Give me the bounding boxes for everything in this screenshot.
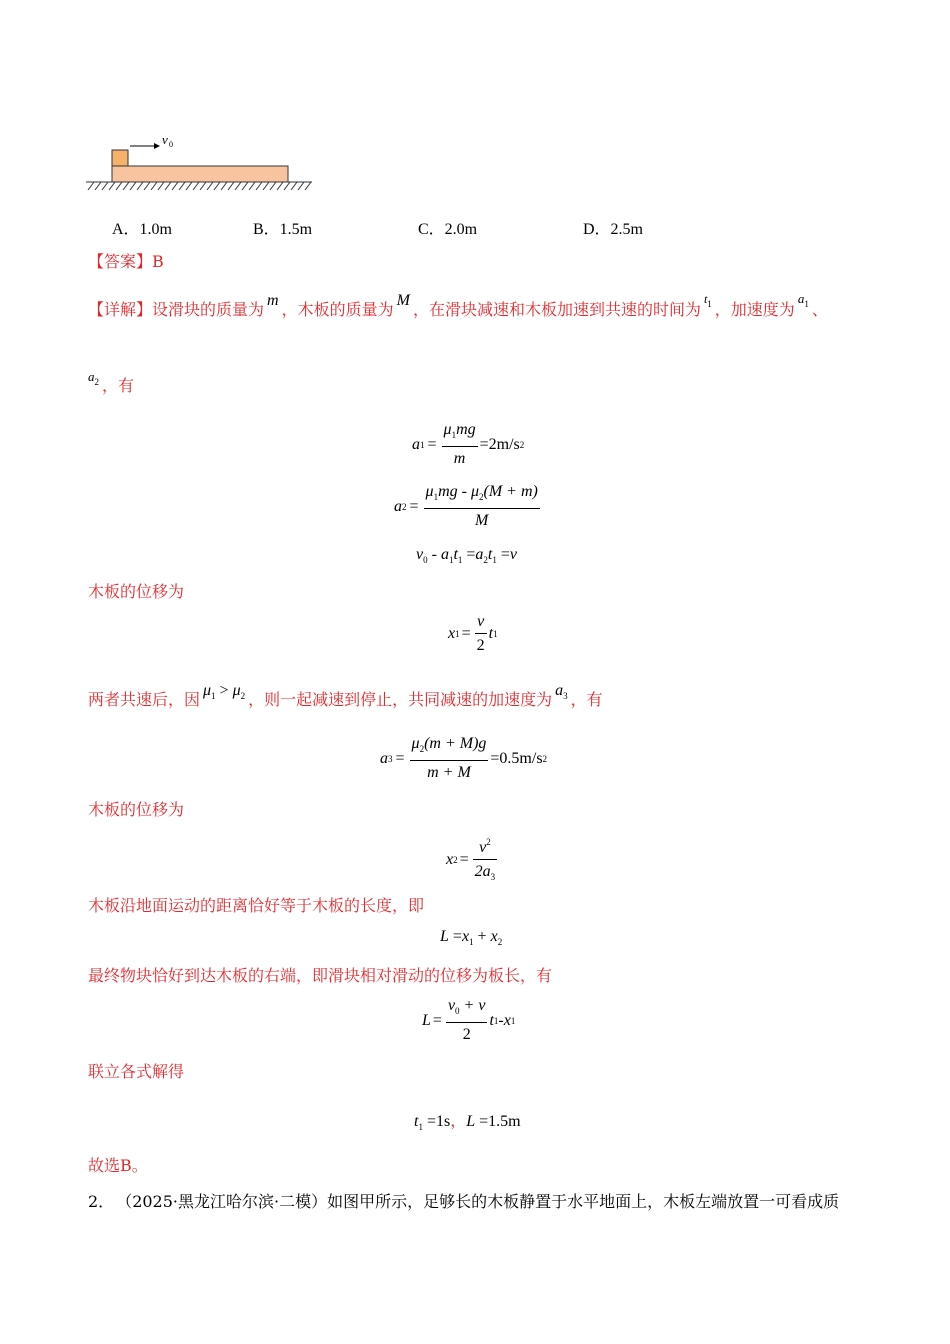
paragraph-solve: 联立各式解得 (88, 1062, 185, 1081)
hatch-line (193, 182, 199, 190)
hatch-line (200, 182, 206, 190)
equation-length: $L =x_1 + x_2$ (440, 928, 503, 947)
var-m: m (267, 292, 279, 309)
hatch-line (179, 182, 185, 190)
hatch-line (256, 182, 262, 190)
answer-label: 【答案】B (88, 252, 164, 271)
detail-tag: 【详解】 (88, 300, 153, 319)
hatch-line (235, 182, 241, 190)
hatch-line (158, 182, 164, 190)
detail-text-3: ，在滑块减速和木板加速到共速的时间为 (412, 300, 701, 319)
question-text: （2025·黑龙江哈尔滨·二模）如图甲所示，足够长的木板静置于水平地面上，木板左端放置一可看成质 (124, 1192, 840, 1211)
hatch-line (263, 182, 269, 190)
hatch-line (277, 182, 283, 190)
detail-paragraph-line2 (88, 369, 135, 402)
equation-a1: a 1 = $\frac{\mu_1mg}{m}$ =2m/s 2 (412, 421, 525, 467)
hatch-line (144, 182, 150, 190)
velocity-arrowhead (154, 143, 160, 149)
option-d: D．2.5m (583, 221, 644, 238)
hatch-line (284, 182, 290, 190)
hatch-line (109, 182, 115, 190)
conclusion: 故选B。 (88, 1156, 148, 1175)
hatch-line (172, 182, 178, 190)
hatch-line (151, 182, 157, 190)
hatch-line (291, 182, 297, 190)
hatch-line (123, 182, 129, 190)
var-a1: a1 (797, 291, 809, 309)
paragraph-common-motion: 两者共速后，因 $\mu_1 > \mu_2$ ，则一起减速到停止，共同减速的加速度为 $a_3$ ，有 (88, 682, 603, 709)
detail-text-2: ，木板的质量为 (281, 300, 394, 319)
detail-text-4: ，加速度为 (714, 300, 795, 319)
var-t1: t1 (703, 292, 712, 309)
board-displacement-label-1: 木板的位移为 (88, 582, 185, 601)
var-a2: a2 (88, 369, 99, 387)
paragraph-ground-distance: 木板沿地面运动的距离恰好等于木板的长度，即 (88, 896, 425, 915)
hatch-line (298, 182, 304, 190)
velocity-sub: 0 (169, 140, 173, 149)
block-plank-figure (82, 128, 322, 194)
hatch-line (165, 182, 171, 190)
equation-relative: L = $\frac{v_0 + v}{2}$ t 1 - x 1 (422, 997, 516, 1043)
hatch-line (207, 182, 213, 190)
velocity-label: v (162, 132, 168, 147)
equation-x1: x 1 = $\frac{v}{2}$ t 1 (448, 613, 498, 654)
detail-text-1: 设滑块的质量为 (152, 300, 265, 319)
hatch-line (137, 182, 143, 190)
hatch-line (270, 182, 276, 190)
var-M: M (396, 292, 410, 309)
ground-hatch-lines (88, 182, 311, 190)
detail-text-5: 、 (811, 300, 828, 319)
hatch-line (130, 182, 136, 190)
detail-text-6: ，有 (102, 376, 135, 395)
hatch-line (242, 182, 248, 190)
block (112, 150, 128, 166)
board-displacement-label-2: 木板的位移为 (88, 800, 185, 819)
question-number: 2． (88, 1192, 115, 1211)
equation-x2: x 2 = $\frac{v^2}{2a_3}$ (446, 832, 499, 887)
hatch-line (305, 182, 311, 190)
hatch-line (249, 182, 255, 190)
option-b: B．1.5m (253, 221, 313, 238)
hatch-line (214, 182, 220, 190)
option-c: C．2.0m (418, 221, 478, 238)
detail-paragraph (88, 291, 828, 326)
hatch-line (116, 182, 122, 190)
hatch-line (221, 182, 227, 190)
equation-a3: a 3 = $\frac{\mu_2(m + M)g}{m + M}$ =0.5m/s 2 (380, 735, 548, 781)
equation-result: $t_1 =1s$，L =1.5m (414, 1111, 521, 1132)
hatch-line (102, 182, 108, 190)
hatch-line (88, 182, 94, 190)
equation-a2: a 2 = $\frac{\mu_1mg - \mu_2(M + m)}{M}$ (394, 483, 538, 529)
hatch-line (186, 182, 192, 190)
plank (112, 166, 288, 182)
option-a: A．1.0m (112, 221, 173, 238)
equation-common-velocity: $v_0 - a_1t_1 =a_2t_1 =v$ (416, 546, 518, 565)
hatch-line (228, 182, 234, 190)
var-a3: $a_3$ (555, 682, 568, 701)
hatch-line (95, 182, 101, 190)
question-2 (88, 1192, 839, 1212)
inequality-mu: $\mu_1 > \mu_2$ (203, 682, 246, 701)
paragraph-relative-displacement: 最终物块恰好到达木板的右端，即滑块相对滑动的位移为板长，有 (88, 966, 553, 985)
